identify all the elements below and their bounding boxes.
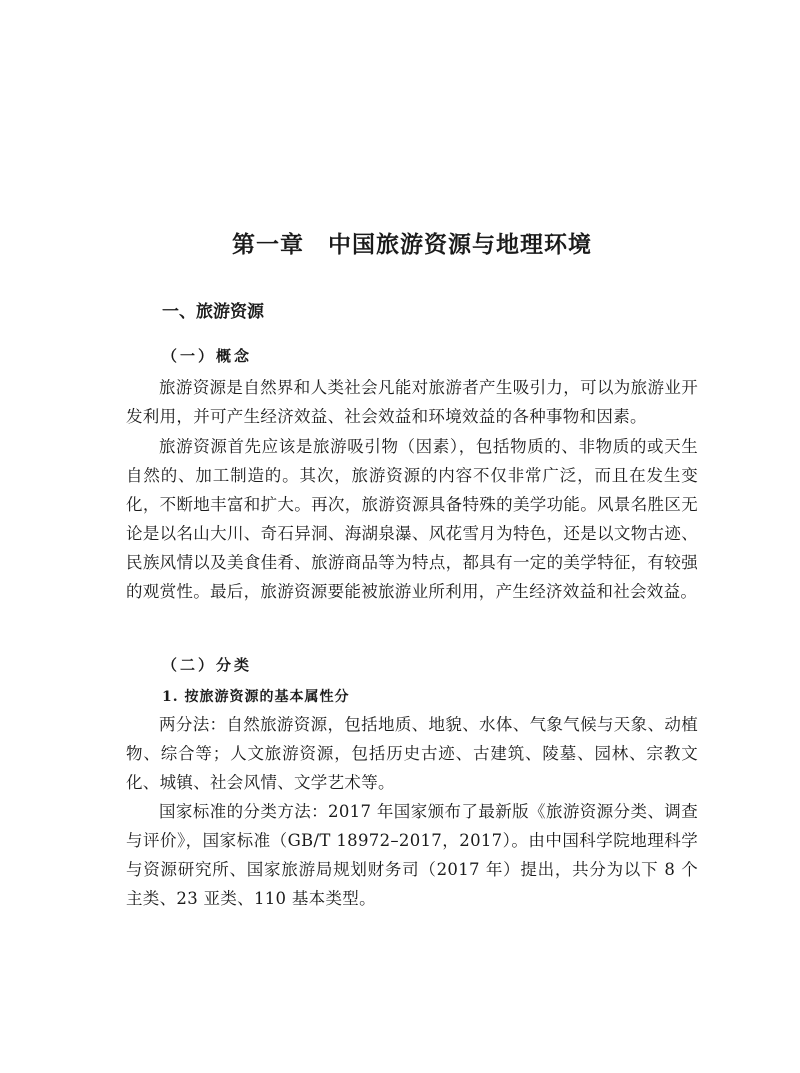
section-heading-tourism-resources: 一、旅游资源	[162, 302, 264, 322]
paragraph-characteristics: 旅游资源首先应该是旅游吸引物（因素），包括物质的、非物质的或天生自然的、加工制造的。其次，旅游资源的内容不仅非常广泛，而且在发生变化，不断地丰富和扩大。再次，旅游资源具备特殊的美学功能。风景名胜区无论是以名山大川、奇石异洞、海湖泉瀑、风花雪月为特色，还是以文物古迹、民族风情以及美食佳肴、旅游商品等为特点，都具有一定的美学特征，有较强的观赏性。最后，旅游资源要能被旅游业所利用，产生经济效益和社会效益。	[126, 437, 698, 601]
subsection-heading-concept: （一）概念	[162, 347, 253, 365]
chapter-title	[126, 226, 698, 259]
subsection-heading-classification: （二）分类	[162, 656, 253, 674]
chapter-number: 第一章	[232, 232, 304, 258]
chapter-title-text: 中国旅游资源与地理环境	[328, 232, 592, 258]
item-heading-basic-attributes: 1. 按旅游资源的基本属性分	[162, 689, 350, 705]
paragraph-national-standard: 国家标准的分类方法：2017 年国家颁布了最新版《旅游资源分类、调查与评价》，国家标准（GB/T 18972–2017，2017）。由中国科学院地理科学与资源研究所、国家旅游局规划财务司（2017 年）提出，共分为以下 8 个主类、23 亚类、110 基本类型。	[126, 802, 698, 908]
paragraph-definition: 旅游资源是自然界和人类社会凡能对旅游者产生吸引力，可以为旅游业开发利用，并可产生经济效益、社会效益和环境效益的各种事物和因素。	[126, 378, 698, 426]
paragraph-two-way-classification: 两分法：自然旅游资源，包括地质、地貌、水体、气象气候与天象、动植物、综合等；人文旅游资源，包括历史古迹、古建筑、陵墓、园林、宗教文化、城镇、社会风情、文学艺术等。	[126, 715, 698, 792]
